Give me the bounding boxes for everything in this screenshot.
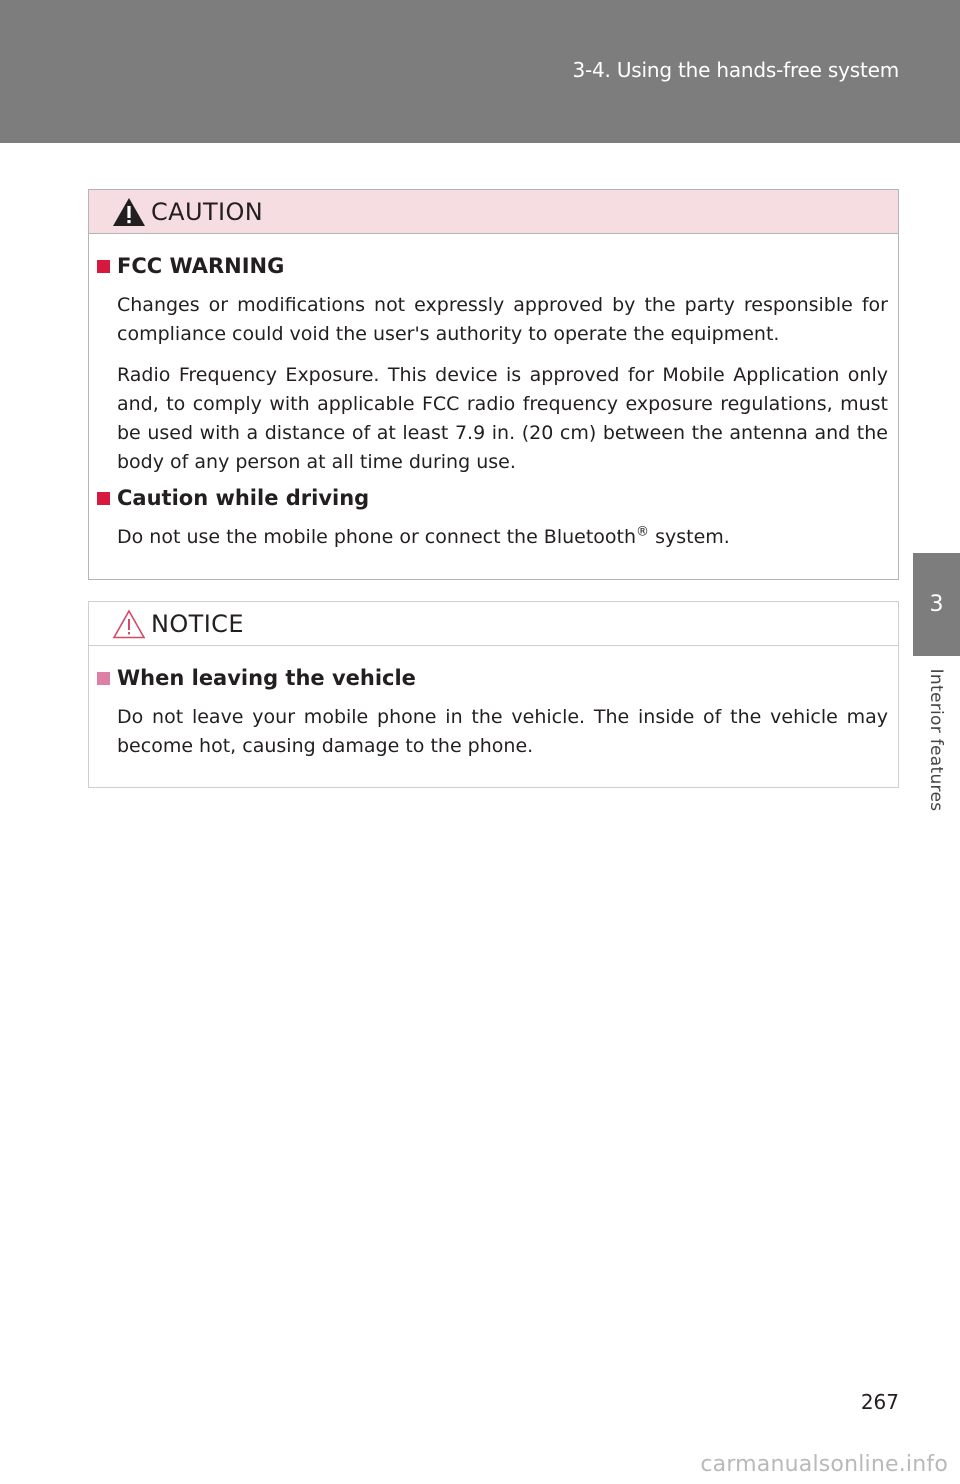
page-header xyxy=(0,0,960,143)
watermark: carmanualsonline.info xyxy=(700,1452,948,1477)
chapter-tab[interactable] xyxy=(913,553,960,656)
paragraph: Changes or modifications not expressly approved by the party responsible for compliance could void the user's authority to operate the equipment. xyxy=(117,294,888,345)
chapter-label: Interior features xyxy=(926,668,946,812)
paragraph: Do not use the mobile phone or connect the Bluetooth® system. xyxy=(117,524,730,548)
fcc-warning-section xyxy=(97,253,888,477)
page-number: 267 xyxy=(860,1390,899,1414)
warning-triangle-filled-icon xyxy=(111,196,147,228)
registered-mark: ® xyxy=(636,524,650,540)
warning-triangle-outline-icon xyxy=(111,608,147,640)
leaving-vehicle-section xyxy=(97,665,888,761)
square-bullet-icon xyxy=(97,260,110,273)
chapter-number: 3 xyxy=(929,592,944,617)
caution-heading: CAUTION xyxy=(151,197,264,226)
caution-box xyxy=(88,189,899,580)
section-heading: FCC WARNING xyxy=(97,253,888,279)
section-heading: When leaving the vehicle xyxy=(97,665,888,691)
notice-box xyxy=(88,601,899,788)
caution-header xyxy=(89,190,898,234)
notice-heading: NOTICE xyxy=(151,609,244,638)
square-bullet-icon xyxy=(97,492,110,505)
section-heading: Caution while driving xyxy=(97,485,888,511)
caution-while-driving-section xyxy=(97,485,888,552)
section-title: 3-4. Using the hands-free system xyxy=(572,58,899,82)
square-bullet-icon xyxy=(97,672,110,685)
paragraph: Radio Frequency Exposure. This device is approved for Mobile Application only and, to comply with applicable FCC radio frequency exposure regulations, must be used with a distance of at least 7.9 in. (20 cm) between the antenna and the body of any person at all time during use. xyxy=(117,364,888,473)
paragraph: Do not leave your mobile phone in the vehicle. The inside of the vehicle may become hot, causing damage to the phone. xyxy=(117,706,888,757)
notice-header xyxy=(89,602,898,646)
